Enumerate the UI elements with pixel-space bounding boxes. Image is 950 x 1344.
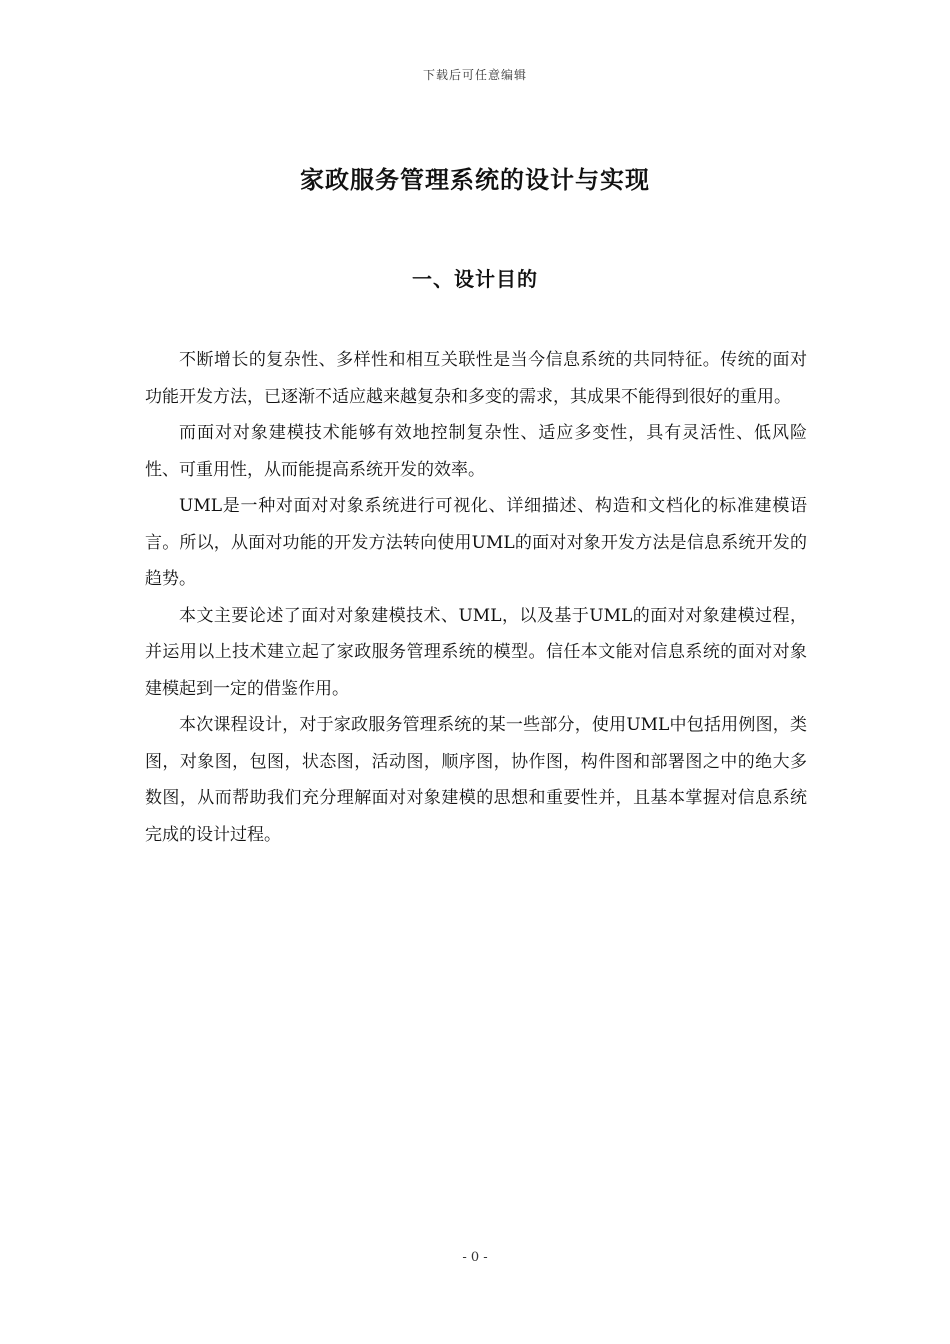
body-text: [145, 342, 807, 853]
page-number: - 0 -: [462, 1250, 488, 1265]
document-title: 家政服务管理系统的设计与实现: [300, 166, 650, 194]
paragraph: 而面对对象建模技术能够有效地控制复杂性、适应多变性，具有灵活性、低风险性、可重用性，从而能提高系统开发的效率。: [145, 423, 807, 480]
paragraph: 本文主要论述了面对对象建模技术、UML，以及基于UML的面对对象建模过程，并运用以上技术建立起了家政服务管理系统的模型。信任本文能对信息系统的面对对象建模起到一定的借鉴作用。: [145, 605, 807, 699]
paragraph: 不断增长的复杂性、多样性和相互关联性是当今信息系统的共同特征。传统的面对功能开发方法，已逐渐不适应越来越复杂和多变的需求，其成果不能得到很好的重用。: [145, 350, 807, 407]
header-note: 下载后可任意编辑: [422, 68, 527, 82]
paragraph: UML是一种对面对对象系统进行可视化、详细描述、构造和文档化的标准建模语言。所以，从面对功能的开发方法转向使用UML的面对对象开发方法是信息系统开发的趋势。: [145, 496, 807, 589]
paragraph: 本次课程设计，对于家政服务管理系统的某一些部分，使用UML中包括用例图，类图，对象图，包图，状态图，活动图，顺序图，协作图，构件图和部署图之中的绝大多数图，从而帮助我们充分理解面对对象建模的思想和重要性并，且基本掌握对信息系统完成的设计过程。: [145, 715, 807, 845]
section-heading: 一、设计目的: [412, 267, 538, 291]
header-divider: [145, 90, 805, 91]
